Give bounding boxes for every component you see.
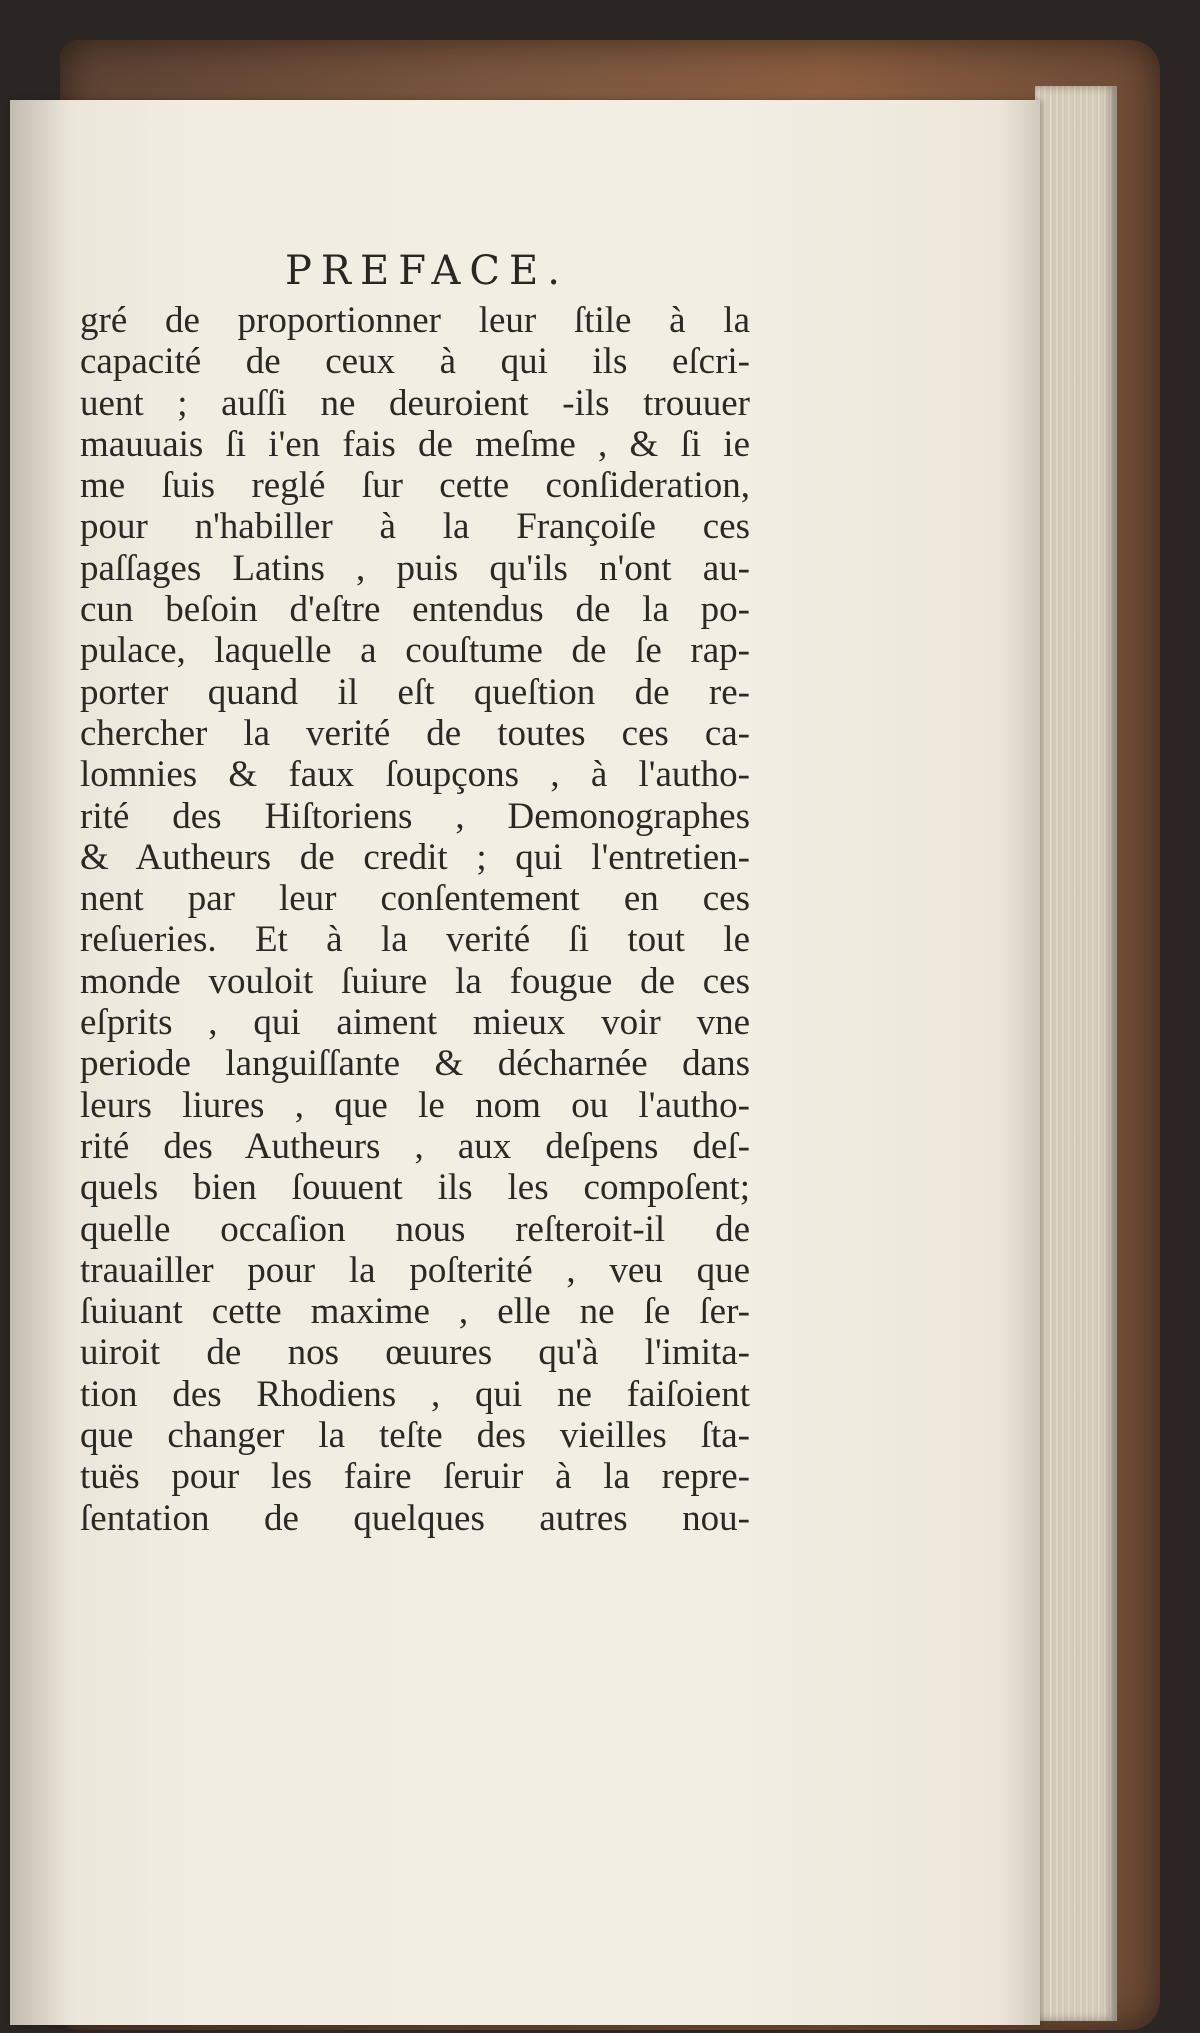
text-line: monde vouloit ſuiure la fougue de ces: [80, 960, 750, 1002]
text-line: uent ; auſſi ne deuroient -ils trouuer: [80, 382, 750, 424]
text-line: leurs liures , que le nom ou l'autho-: [80, 1084, 750, 1126]
text-line: periode languiſſante & décharnée dans: [80, 1043, 750, 1085]
text-line: lomnies & faux ſoupçons , à l'autho-: [80, 754, 750, 796]
gutter-shadow: [10, 100, 70, 2025]
text-line: pour n'habiller à la Françoiſe ces: [80, 506, 750, 548]
text-line: quelle occaſion nous reſteroit-il de: [80, 1208, 750, 1250]
text-line: paſſages Latins , puis qu'ils n'ont au-: [80, 547, 750, 589]
text-line: tion des Rhodiens , qui ne faiſoient: [80, 1373, 750, 1415]
page-fore-edge: [1035, 86, 1117, 2021]
text-line: ſuiuant cette maxime , elle ne ſe ſer-: [80, 1291, 750, 1333]
text-line: quels bien ſouuent ils les compoſent;: [80, 1167, 750, 1209]
text-line: cun beſoin d'eſtre entendus de la po-: [80, 589, 750, 631]
text-line: nent par leur conſentement en ces: [80, 878, 750, 920]
text-line: capacité de ceux à qui ils eſcri-: [80, 341, 750, 383]
text-line: mauuais ſi i'en fais de meſme , & ſi ie: [80, 423, 750, 465]
text-line: eſprits , qui aiment mieux voir vne: [80, 1002, 750, 1044]
text-line: uiroit de nos œuures qu'à l'imita-: [80, 1332, 750, 1374]
text-line: ſentation de quelques autres nou-: [80, 1497, 750, 1539]
text-line: trauailler pour la poſterité , veu que: [80, 1249, 750, 1291]
body-text: [80, 300, 750, 1539]
text-line: rité des Hiſtoriens , Demonographes: [80, 795, 750, 837]
page-edge-shade: [1000, 100, 1040, 2025]
text-line: pulace, laquelle a couſtume de ſe rap-: [80, 630, 750, 672]
text-line: que changer la teſte des vieilles ſta-: [80, 1415, 750, 1457]
text-line: & Autheurs de credit ; qui l'entretien-: [80, 836, 750, 878]
text-line: chercher la verité de toutes ces ca-: [80, 712, 750, 754]
text-line: gré de proportionner leur ſtile à la: [80, 300, 750, 341]
book-page: [10, 100, 1040, 2025]
text-line: tuës pour les faire ſeruir à la repre-: [80, 1456, 750, 1498]
text-line: porter quand il eſt queſtion de re-: [80, 671, 750, 713]
running-head: PREFACE.: [285, 248, 569, 294]
text-line: rité des Autheurs , aux deſpens deſ-: [80, 1125, 750, 1167]
text-line: reſueries. Et à la verité ſi tout le: [80, 919, 750, 961]
text-line: me ſuis reglé ſur cette conſideration,: [80, 465, 750, 507]
